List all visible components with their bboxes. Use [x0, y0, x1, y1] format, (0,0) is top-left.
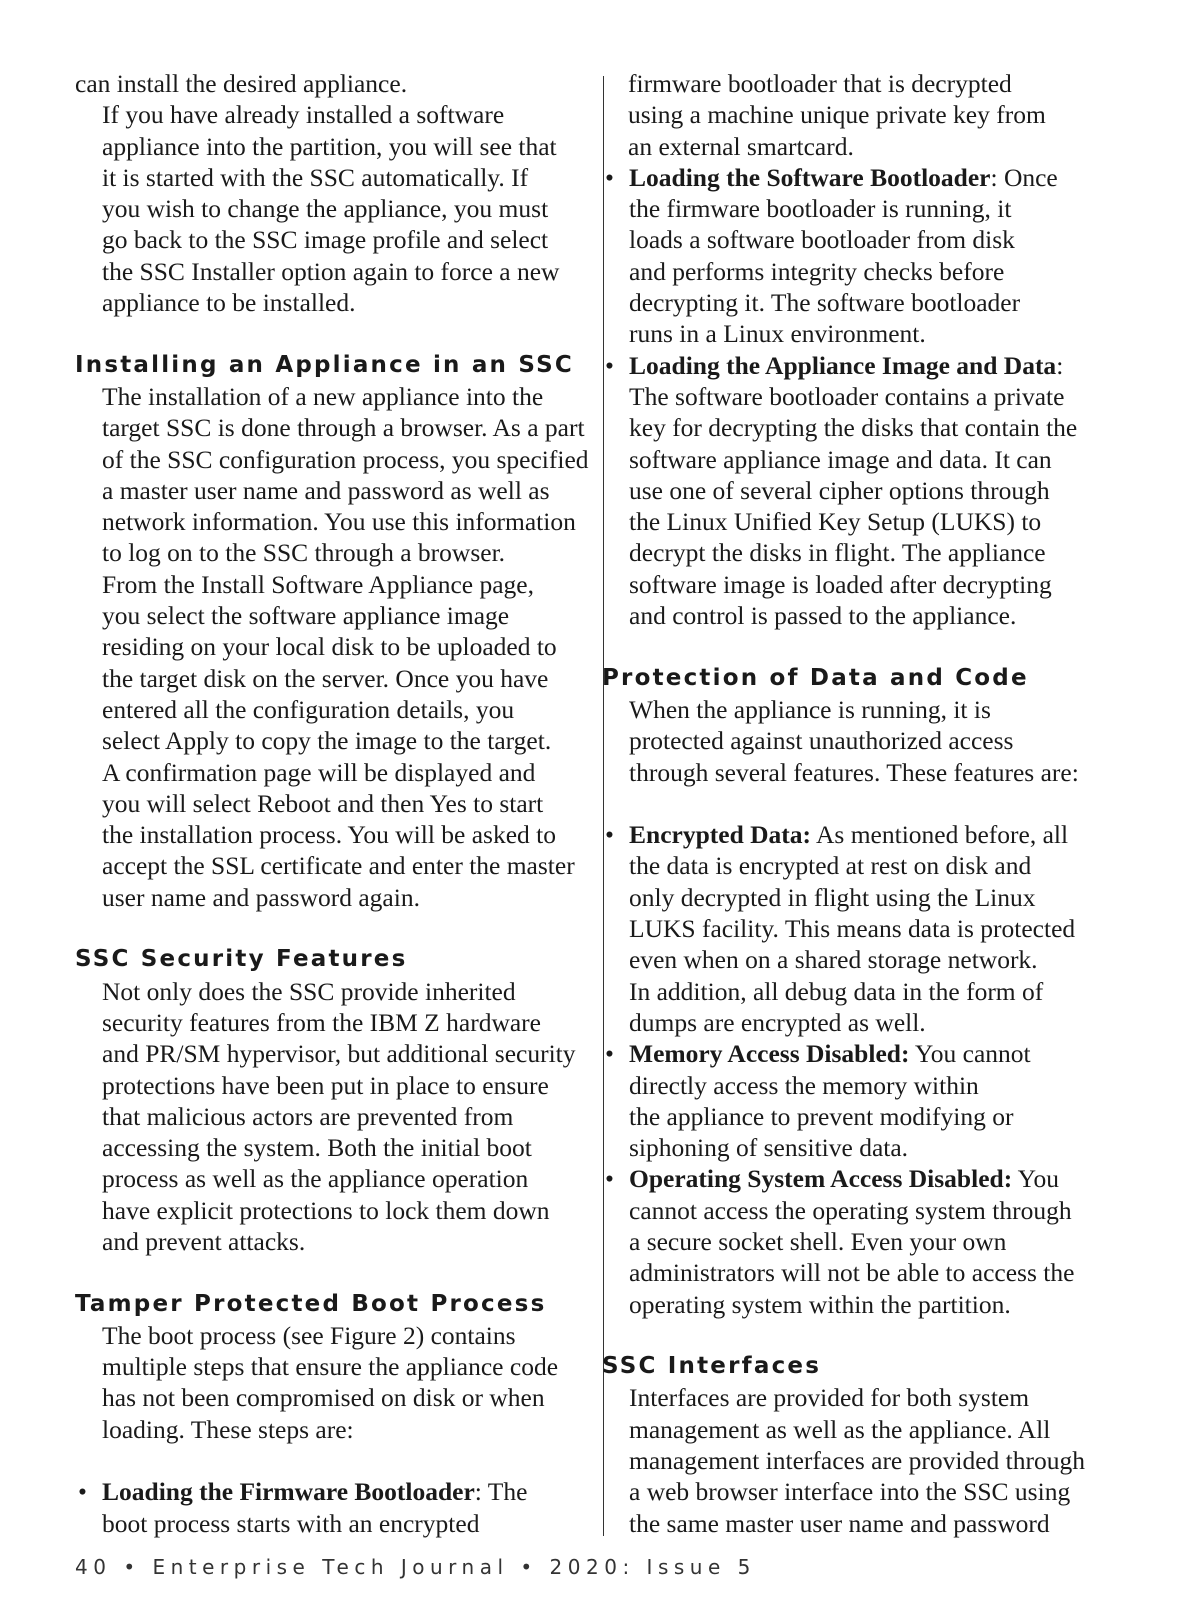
- text-line: management as well as the appliance. All: [629, 1414, 1051, 1444]
- text-line: In addition, all debug data in the form of: [629, 976, 1044, 1006]
- text-line: using a machine unique private key from: [628, 100, 1046, 130]
- section-heading-protection: Protection of Data and Code: [602, 664, 1029, 691]
- bullet-term: Loading the Appliance Image and Data: [629, 350, 1057, 380]
- bullet-term: Operating System Access Disabled:: [629, 1164, 1013, 1194]
- list-item: [602, 1163, 1132, 1319]
- footer-separator: •: [123, 1555, 141, 1579]
- text-line: and prevent attacks.: [102, 1226, 306, 1256]
- paragraph: [602, 694, 1132, 788]
- text-line: even when on a shared storage network.: [629, 945, 1038, 975]
- text-line: the Linux Unified Key Setup (LUKS) to: [629, 507, 1042, 537]
- text-line: protections have been put in place to ensure: [102, 1070, 549, 1100]
- text-line: have explicit protections to lock them down: [102, 1195, 550, 1225]
- text-line: operating system within the partition.: [629, 1289, 1011, 1319]
- text-line: dumps are encrypted as well.: [629, 1007, 926, 1037]
- bullet-text: : Once: [990, 162, 1058, 192]
- footer-separator: •: [520, 1555, 538, 1579]
- text-line: and control is passed to the appliance.: [629, 601, 1017, 631]
- page-number: 40: [75, 1555, 112, 1579]
- text-line: cannot access the operating system through: [629, 1195, 1072, 1225]
- text-line: the target disk on the server. Once you have: [102, 663, 549, 693]
- text-line: and PR/SM hypervisor, but additional security: [102, 1039, 576, 1069]
- text-line: A confirmation page will be displayed and: [102, 757, 536, 787]
- bullet-term: Loading the Firmware Bootloader: [102, 1477, 475, 1507]
- text-line: target SSC is done through a browser. As a part: [102, 413, 585, 443]
- text-line: management interfaces are provided through: [629, 1446, 1085, 1476]
- bullet-icon: •: [605, 162, 614, 192]
- text-line: [629, 819, 1132, 850]
- text-line: network information. You use this information: [102, 507, 576, 537]
- boot-steps-list-continued: [602, 162, 1132, 631]
- text-line: the installation process. You will be asked to: [102, 820, 556, 850]
- text-line: [102, 1476, 595, 1507]
- text-line: directly access the memory within: [629, 1070, 979, 1100]
- text-line: select Apply to copy the image to the target.: [102, 726, 552, 756]
- right-column: [602, 68, 1132, 1539]
- text-line: key for decrypting the disks that contain the: [629, 413, 1078, 443]
- section-heading-interfaces: SSC Interfaces: [602, 1353, 822, 1380]
- text-line: appliance to be installed.: [102, 288, 356, 318]
- list-item: [75, 1476, 595, 1539]
- text-line: an external smartcard.: [628, 131, 854, 161]
- bullet-text: As mentioned before, all: [811, 820, 1069, 850]
- text-line: loads a software bootloader from disk: [629, 225, 1015, 255]
- paragraph: [602, 1382, 1132, 1538]
- text-line: Interfaces are provided for both system: [629, 1383, 1030, 1413]
- text-line: software image is loaded after decrypting: [629, 569, 1052, 599]
- text-line: If you have already installed a software: [102, 100, 505, 130]
- bullet-icon: •: [605, 350, 614, 380]
- text-line: security features from the IBM Z hardware: [102, 1007, 541, 1037]
- text-line: use one of several cipher options through: [629, 475, 1050, 505]
- text-line: From the Install Software Appliance page,: [102, 569, 534, 599]
- text-line: the same master user name and password: [629, 1508, 1050, 1538]
- bullet-icon: •: [78, 1477, 87, 1507]
- issue-label: 2020: Issue 5: [549, 1555, 756, 1579]
- list-item: [602, 350, 1132, 632]
- text-line: that malicious actors are prevented from: [102, 1101, 514, 1131]
- text-line: LUKS facility. This means data is protected: [629, 914, 1076, 944]
- text-line: The installation of a new appliance into the: [102, 381, 544, 411]
- text-line: Not only does the SSC provide inherited: [102, 976, 516, 1006]
- text-line: The boot process (see Figure 2) contains: [102, 1320, 516, 1350]
- left-column: [75, 68, 595, 1539]
- text-line: and performs integrity checks before: [629, 256, 1005, 286]
- text-line: accessing the system. Both the initial boot: [102, 1133, 532, 1163]
- text-line: to log on to the SSC through a browser.: [102, 538, 506, 568]
- text-line: The software bootloader contains a private: [629, 381, 1065, 411]
- journal-name: Enterprise Tech Journal: [152, 1555, 509, 1579]
- text-line: the appliance to prevent modifying or: [629, 1101, 1014, 1131]
- text-line: entered all the configuration details, you: [102, 694, 515, 724]
- text-line: the data is encrypted at rest on disk and: [629, 851, 1032, 881]
- text-line: it is started with the SSC automatically. If: [102, 162, 529, 192]
- paragraph: [75, 976, 595, 1258]
- text-line: accept the SSL certificate and enter the master: [102, 851, 575, 881]
- list-item: [602, 1038, 1132, 1163]
- text-line: has not been compromised on disk or when: [102, 1383, 545, 1413]
- text-line: you select the software appliance image: [102, 601, 510, 631]
- text-line: protected against unauthorized access: [629, 726, 1014, 756]
- text-line: residing on your local disk to be uploaded to: [102, 632, 557, 662]
- text-line: go back to the SSC image profile and select: [102, 225, 549, 255]
- bullet-text: : The: [474, 1477, 528, 1507]
- section-heading-tamper: Tamper Protected Boot Process: [75, 1290, 547, 1317]
- paragraph: [75, 68, 595, 99]
- text-line: boot process starts with an encrypted: [102, 1508, 480, 1538]
- text-line: decrypting it. The software bootloader: [629, 288, 1021, 318]
- text-line: runs in a Linux environment.: [629, 319, 926, 349]
- text-line: [629, 1038, 1132, 1069]
- text-line: a secure socket shell. Even your own: [629, 1226, 1007, 1256]
- text-line: software appliance image and data. It can: [629, 444, 1052, 474]
- bullet-term: Encrypted Data:: [629, 820, 812, 850]
- boot-steps-list: [75, 1476, 595, 1539]
- paragraph: [75, 569, 595, 913]
- text-line: siphoning of sensitive data.: [629, 1133, 909, 1163]
- text-line: When the appliance is running, it is: [629, 694, 991, 724]
- text-line: only decrypted in flight using the Linux: [629, 882, 1036, 912]
- text-line: multiple steps that ensure the appliance code: [102, 1352, 559, 1382]
- text-line: a web browser interface into the SSC using: [629, 1477, 1071, 1507]
- paragraph: [75, 99, 595, 318]
- bullet-text: :: [1056, 350, 1064, 380]
- text-line: process as well as the appliance operation: [102, 1164, 529, 1194]
- text-line: you will select Reboot and then Yes to start: [102, 788, 544, 818]
- text-line: can install the desired appliance.: [75, 69, 408, 98]
- text-line: user name and password again.: [102, 882, 420, 912]
- text-line: the SSC Installer option again to force a new: [102, 256, 560, 286]
- text-line: firmware bootloader that is decrypted: [628, 69, 1012, 98]
- text-line: [629, 162, 1132, 193]
- section-heading-installing: Installing an Appliance in an SSC: [75, 351, 574, 378]
- text-line: of the SSC configuration process, you specified: [102, 444, 589, 474]
- text-line: [629, 350, 1132, 381]
- page-footer: [75, 1555, 756, 1579]
- section-heading-security: SSC Security Features: [75, 946, 408, 973]
- text-line: [629, 1163, 1132, 1194]
- text-line: administrators will not be able to access the: [629, 1258, 1075, 1288]
- bullet-text: You: [1012, 1164, 1059, 1194]
- text-line: the firmware bootloader is running, it: [629, 194, 1012, 224]
- list-item: [602, 819, 1132, 1038]
- text-line: decrypt the disks in flight. The appliance: [629, 538, 1046, 568]
- text-line: you wish to change the appliance, you must: [102, 194, 549, 224]
- bullet-icon: •: [605, 1164, 614, 1194]
- bullet-text: You cannot: [909, 1039, 1031, 1069]
- bullet-term: Loading the Software Bootloader: [629, 162, 991, 192]
- paragraph: [622, 68, 1132, 162]
- text-line: loading. These steps are:: [102, 1414, 354, 1444]
- protection-features-list: [602, 819, 1132, 1320]
- text-line: a master user name and password as well as: [102, 475, 550, 505]
- paragraph: [75, 381, 595, 569]
- bullet-icon: •: [605, 820, 614, 850]
- text-line: appliance into the partition, you will see that: [102, 131, 557, 161]
- bullet-icon: •: [605, 1039, 614, 1069]
- bullet-term: Memory Access Disabled:: [629, 1039, 910, 1069]
- paragraph: [75, 1320, 595, 1445]
- text-line: through several features. These features are:: [629, 757, 1079, 787]
- list-item: [602, 162, 1132, 350]
